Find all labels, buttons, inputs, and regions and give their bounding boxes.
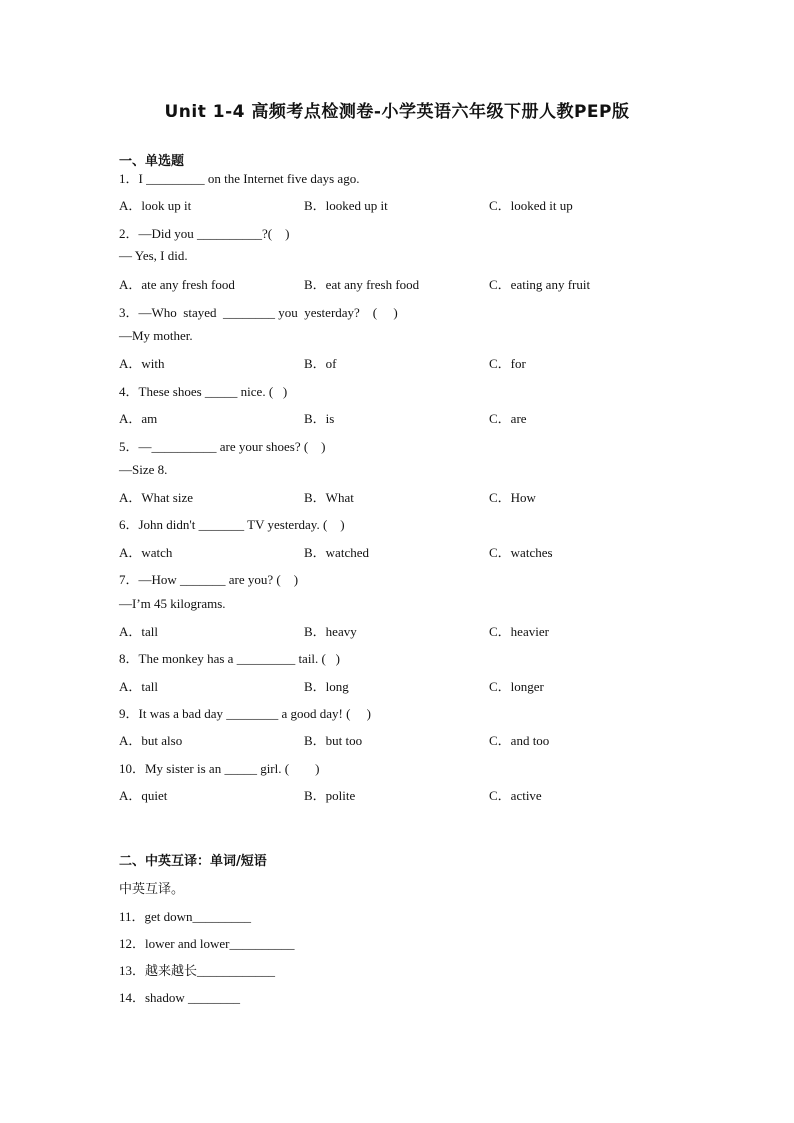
q7-option-a: A．tall: [119, 624, 158, 639]
q3-option-c: C．for: [489, 356, 526, 371]
q1-option-b: B．looked up it: [304, 198, 388, 213]
q5-option-c: C．How: [489, 490, 536, 505]
q5-reply: —Size 8.: [119, 462, 168, 477]
question-7: 7．—How _______ are you? ( ): [119, 572, 299, 587]
q5-option-a: A．What size: [119, 490, 194, 505]
q8-option-b: B．long: [304, 679, 349, 694]
question-5: 5．—__________ are your shoes? ( ): [119, 439, 326, 454]
q6-option-b: B．watched: [304, 545, 369, 560]
section-heading-single-choice: 一、单选题: [119, 154, 185, 169]
question-3: 3．—Who stayed ________ you yesterday? ( ): [119, 305, 398, 320]
q6-option-c: C．watches: [489, 545, 553, 560]
q2-reply: — Yes, I did.: [119, 248, 188, 263]
question-12: 12．lower and lower__________: [119, 936, 295, 951]
q4-option-b: B．is: [304, 411, 335, 426]
question-10: 10．My sister is an _____ girl. ( ): [119, 761, 320, 776]
q5-option-b: B．What: [304, 490, 354, 505]
q4-option-a: A．am: [119, 411, 158, 426]
q10-option-b: B．polite: [304, 788, 356, 803]
q1-option-a: A．look up it: [119, 198, 192, 213]
q4-option-c: C．are: [489, 411, 527, 426]
q10-option-c: C．active: [489, 788, 542, 803]
q8-option-a: A．tall: [119, 679, 158, 694]
question-4: 4．These shoes _____ nice. ( ): [119, 384, 288, 399]
q1-option-c: C．looked it up: [489, 198, 573, 213]
question-2: 2．—Did you __________?( ): [119, 226, 290, 241]
translation-instruction: 中英互译。: [119, 881, 185, 896]
q6-option-a: A．watch: [119, 545, 173, 560]
q3-option-a: A．with: [119, 356, 165, 371]
q8-option-c: C．longer: [489, 679, 544, 694]
question-14: 14．shadow ________: [119, 990, 240, 1005]
q10-option-a: A．quiet: [119, 788, 168, 803]
q9-option-b: B．but too: [304, 733, 363, 748]
q7-reply: —I’m 45 kilograms.: [119, 596, 226, 611]
q9-option-a: A．but also: [119, 733, 183, 748]
section-heading-translation: 二、中英互译：单词/短语: [119, 854, 267, 869]
question-13: 13．越来越长____________: [119, 963, 276, 978]
q3-option-b: B．of: [304, 356, 337, 371]
question-8: 8．The monkey has a _________ tail. ( ): [119, 651, 340, 666]
q7-option-b: B．heavy: [304, 624, 357, 639]
question-1: 1．I _________ on the Internet five days ago.: [119, 171, 360, 186]
q2-option-a: A．ate any fresh food: [119, 277, 235, 292]
q2-option-b: B．eat any fresh food: [304, 277, 420, 292]
page-title: Unit 1-4 高频考点检测卷-小学英语六年级下册人教PEP版: [164, 102, 630, 122]
q7-option-c: C．heavier: [489, 624, 549, 639]
q3-reply: —My mother.: [119, 328, 193, 343]
question-6: 6．John didn't _______ TV yesterday. ( ): [119, 517, 345, 532]
q2-option-c: C．eating any fruit: [489, 277, 591, 292]
q9-option-c: C．and too: [489, 733, 550, 748]
question-9: 9．It was a bad day ________ a good day! ( ): [119, 706, 371, 721]
question-11: 11．get down_________: [119, 909, 252, 924]
